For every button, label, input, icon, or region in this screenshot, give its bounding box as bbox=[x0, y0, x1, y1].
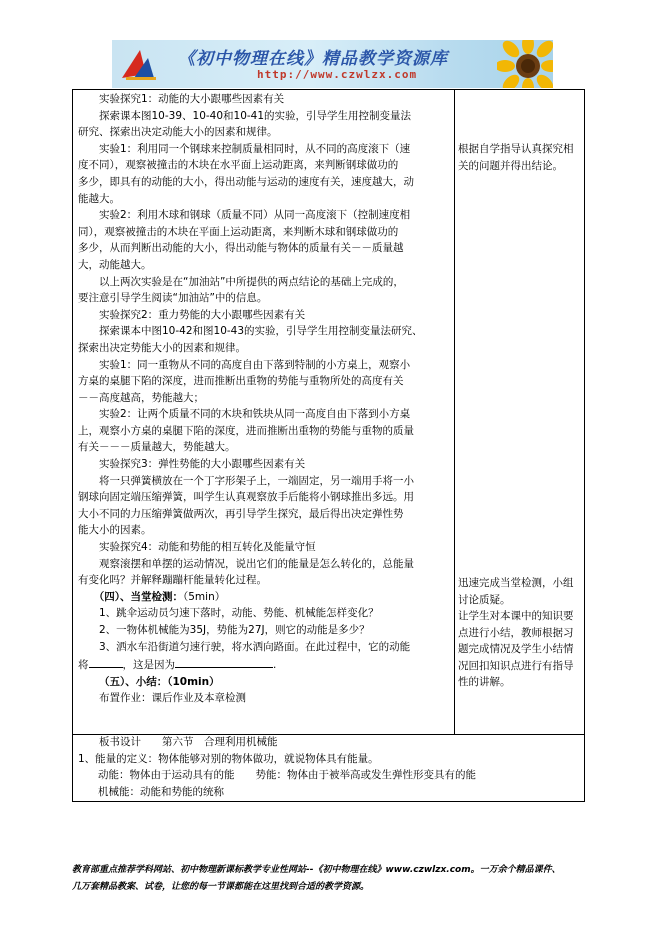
text-line: 大小不同的力压缩弹簧做两次，再引导学生探究，最后得出决定弹性势 bbox=[78, 507, 404, 520]
side-note-2: 迅速完成当堂检测，小组讨论质疑。 bbox=[458, 577, 574, 606]
page-footer bbox=[72, 862, 612, 896]
check-heading: （四）、当堂检测：（5min） bbox=[99, 590, 226, 603]
text-line: 度不同），观察被撞击的木块在水平面上运动距离，来判断钢球做功的 bbox=[78, 159, 399, 172]
text-line: －－高度越高，势能越大； bbox=[78, 391, 204, 404]
text-line: 有变化吗？并解释蹦蹦杆能量转化过程。 bbox=[78, 574, 267, 587]
check-time: （5min） bbox=[183, 590, 226, 603]
board-line: 1、能量的定义：物体能够对别的物体做功，就说物体具有能量。 bbox=[78, 752, 379, 765]
text-line: 大，动能越大。 bbox=[78, 258, 152, 271]
header-banner bbox=[112, 40, 553, 88]
check-question: 2、一物体机械能为35J，势能为27J，则它的动能是多少？ bbox=[99, 624, 370, 636]
text-line: 实验2：利用木球和钢球（质量不同）从同一高度滚下（控制速度相 bbox=[78, 209, 411, 222]
site-logo bbox=[118, 44, 158, 84]
text-line: 实验1：同一重物从不同的高度自由下落到特制的小方桌上，观察小 bbox=[78, 358, 411, 371]
text-line: 要注意引导学生阅读“加油站”中的信息。 bbox=[78, 292, 268, 305]
summary-heading: （五）、小结：（10min） bbox=[99, 675, 220, 688]
check-question-cont: 将 ，这是因为 . bbox=[78, 655, 450, 674]
board-title: 板书设计 bbox=[99, 736, 141, 748]
side-note-3: 让学生对本课中的知识要点进行小结，教师根据习题完成情况及学生小结情况回扣知识点进行有指导性的讲解。 bbox=[458, 610, 574, 689]
board-title-line bbox=[78, 734, 583, 751]
board-design bbox=[78, 734, 583, 800]
text-line: 实验2：让两个质量不同的木块和铁块从同一高度自由下落到小方桌 bbox=[78, 408, 411, 421]
text-line: 方桌的桌腿下陷的深度，进而推断出重物的势能与重物所处的高度有关 bbox=[78, 375, 404, 388]
text-line: 实验探究2：重力势能的大小跟哪些因素有关 bbox=[78, 308, 306, 321]
text-line: 钢球向固定端压缩弹簧，叫学生认真观察放手后能将小钢球推出多远。用 bbox=[78, 491, 414, 504]
text-line: 能大小的因素。 bbox=[78, 524, 152, 537]
text-line: 实验探究1：动能的大小跟哪些因素有关 bbox=[78, 93, 285, 105]
text-line: 探索课本中图10-42和图10-43的实验，引导学生用控制变量法研究、 bbox=[78, 325, 423, 338]
side-note-1: 根据自学指导认真探究相关的问题并得出结论。 bbox=[458, 143, 574, 172]
text-line: 能越大。 bbox=[78, 192, 120, 205]
check-question: 1、跳伞运动员匀速下落时，动能、势能、机械能怎样变化？ bbox=[99, 607, 379, 620]
text-line: 以上两次实验是在“加油站”中所提供的两点结论的基础上完成的， bbox=[78, 275, 404, 288]
footer-line: 教育部重点推荐学科网站、初中物理新课标教学专业性网站--《初中物理在线》www.czwlzx.com。一万余个精品课件、 bbox=[72, 865, 561, 875]
board-section: 第六节 合理利用机械能 bbox=[162, 736, 278, 748]
text-line: 上，观察小方桌的桌腿下陷的深度，进而推断出重物的势能与重物的质量 bbox=[78, 424, 414, 437]
main-content bbox=[78, 91, 450, 707]
text-line: 观察滚摆和单摆的运动情况，说出它们的能量是怎么转化的，总能量 bbox=[78, 557, 414, 570]
check-question: 3、洒水车沿街道匀速行驶，将水洒向路面。在此过程中，它的动能 bbox=[99, 640, 411, 653]
column-divider bbox=[454, 89, 455, 735]
homework: 布置作业：课后作业及本章检测 bbox=[99, 692, 246, 705]
banner-title: 《初中物理在线》精品教学资源库 bbox=[178, 49, 448, 69]
summary-time: （10min） bbox=[167, 675, 220, 688]
text-line: 探索出决定势能大小的因素和规律。 bbox=[78, 341, 246, 354]
banner-url[interactable]: http://www.czwlzx.com bbox=[257, 68, 418, 81]
text-line: 多少，从而判断出动能的大小，得出动能与物体的质量有关－－质量越 bbox=[78, 242, 404, 255]
text-line: 同），观察被撞击的木块在平面上运动距离，来判断木球和钢球做功的 bbox=[78, 225, 399, 238]
text-line: 多少，即具有的动能的大小，得出动能与运动的速度有关，速度越大，动 bbox=[78, 175, 414, 188]
board-line: 动能：物体由于运动具有的能 势能：物体由于被举高或发生弹性形变具有的能 bbox=[98, 769, 476, 782]
board-line: 机械能：动能和势能的统称 bbox=[98, 785, 224, 798]
text-line: 将一只弹簧横放在一个丁字形架子上，一端固定，另一端用手将一小 bbox=[78, 474, 414, 487]
text-line: 实验1：利用同一个钢球来控制质量相同时，从不同的高度滚下（速 bbox=[78, 142, 411, 155]
text-line: 实验探究3：弹性势能的大小跟哪些因素有关 bbox=[78, 458, 306, 471]
answer-blank[interactable] bbox=[89, 655, 123, 668]
answer-blank[interactable] bbox=[175, 655, 273, 668]
text-line: 研究、探索出决定动能大小的因素和规律。 bbox=[78, 126, 278, 139]
text-line: 有关－－－质量越大，势能越大。 bbox=[78, 441, 236, 454]
text-line: 探索课本图10-39、10-40和10-41的实验，引导学生用控制变量法 bbox=[78, 109, 412, 122]
text-line: 实验探究4：动能和势能的相互转化及能量守恒 bbox=[78, 541, 316, 554]
footer-line: 几万套精品教案、试卷，让您的每一节课都能在这里找到合适的教学资源。 bbox=[72, 882, 370, 892]
sunflower-image bbox=[497, 40, 553, 88]
